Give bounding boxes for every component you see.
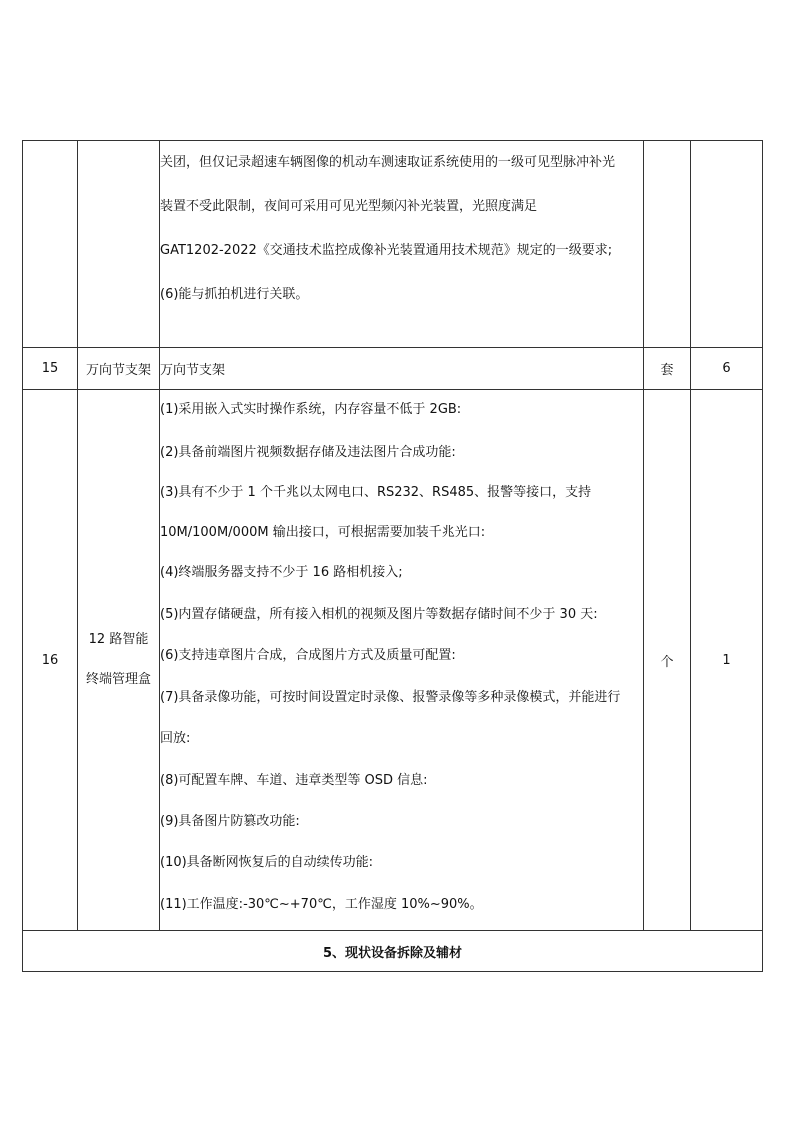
item-number: 16 <box>23 390 78 931</box>
item-quantity: 1 <box>691 390 763 931</box>
spec-line: (9)具备图片防篡改功能: <box>160 814 300 829</box>
table-row <box>23 390 763 931</box>
section-title: 5、现状设备拆除及辅材 <box>23 931 763 972</box>
item-unit: 套 <box>644 348 691 390</box>
spec-line: 关团，但仅记录超速车辆图像的机动车测速取证系统使用的一级可见型脉冲补光 <box>160 155 616 170</box>
item-number <box>23 141 78 348</box>
spec-line: 10M/100M/000M 输出接口，可根据需要加装千兆光口: <box>160 525 486 540</box>
item-name-line: 终端管理盒 <box>85 672 151 687</box>
spec-line: (1)采用嵌入式实时操作系统，内存容量不低于 2GB: <box>160 402 462 417</box>
item-spec: 万向节支架 <box>160 348 644 390</box>
item-quantity: 6 <box>691 348 763 390</box>
item-spec <box>160 141 644 348</box>
spec-line: 回放: <box>160 731 191 746</box>
item-name: 万向节支架 <box>78 348 160 390</box>
spec-line: (2)具备前端图片视频数据存储及违法图片合成功能: <box>160 445 456 460</box>
spec-line: 装置不受此限制，夜间可采用可见光型频闪补光装置，光照度满足 <box>160 199 538 214</box>
spec-line: (7)具备录像功能，可按时间设置定时录像、报警录像等多种录像模式，并能进行 <box>160 690 621 705</box>
item-name-line: 12 路智能 <box>88 632 149 647</box>
item-name <box>78 390 160 931</box>
item-unit <box>644 141 691 348</box>
spec-line: (11)工作温度:-30℃~+70℃，工作湿度 10%~90%。 <box>160 897 483 912</box>
item-number: 15 <box>23 348 78 390</box>
item-unit: 个 <box>644 390 691 931</box>
section-row <box>23 931 763 972</box>
spec-table <box>22 140 763 972</box>
spec-line: (5)内置存储硬盘，所有接入相机的视频及图片等数据存储时间不少于 30 天: <box>160 607 598 622</box>
spec-line: (4)终端服务器支持不少于 16 路相机接入; <box>160 565 403 580</box>
item-spec <box>160 390 644 931</box>
spec-line: (6)支持违章图片合成，合成图片方式及质量可配置: <box>160 648 456 663</box>
spec-line: (3)具有不少于 1 个千兆以太网电口、RS232、RS485、报警等接口，支持 <box>160 485 592 500</box>
spec-line: (10)具备断网恢复后的自动续传功能: <box>160 855 374 870</box>
item-name <box>78 141 160 348</box>
spec-line: GAT1202-2022《交通技术监控成像补光装置通用技术规范》规定的一级要求; <box>160 243 613 258</box>
spec-line: (6)能与抓拍机进行关联。 <box>160 287 309 302</box>
table-row <box>23 141 763 348</box>
item-quantity <box>691 141 763 348</box>
table-row <box>23 348 763 390</box>
spec-line: (8)可配置车牌、车道、违章类型等 OSD 信息: <box>160 773 428 788</box>
